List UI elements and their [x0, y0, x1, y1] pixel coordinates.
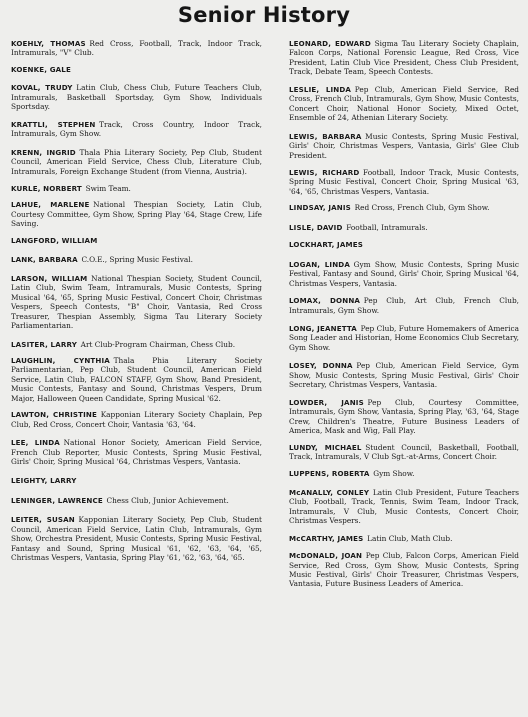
student-name: McDONALD, JOAN [289, 551, 363, 561]
student-entry [11, 496, 262, 505]
student-activities: Kapponian Literary Society Chaplain, Pep Club, Red Cross, Concert Choir, Vantasia '63, '64. [11, 410, 262, 429]
student-entry [289, 168, 519, 196]
student-name: KRENN, INGRID [11, 147, 76, 157]
student-name: LAUGHLIN, CYNTHIA [11, 355, 110, 365]
student-entry [289, 296, 519, 315]
student-activities: Pep Club, American Field Service, Red Cross, French Club, Intramurals, Gym Show, Music Contests, Concert Choir, National Honor Society, Mixed Octet, Ensemble of 24, Athenian Literary Society. [289, 84, 519, 123]
student-activities: Latin Club, Math Club. [367, 533, 453, 543]
student-name: LONG, JEANETTA [289, 323, 357, 333]
student-entry [289, 324, 519, 352]
student-name: LUPPENS, ROBERTA [289, 469, 370, 479]
student-activities: Pep Club, American Field Service, Gym Show, Music Contests, Spring Music Festival, Girls' Choir Secretary, Christmas Vespers, Vantasia. [289, 361, 519, 390]
student-name: KRATTLI, STEPHEN [11, 119, 96, 129]
student-entry [11, 476, 262, 485]
student-entry [11, 515, 262, 562]
student-entry [289, 469, 519, 478]
student-name: McCARTHY, JAMES [289, 533, 364, 543]
student-activities: Latin Club, Chess Club, Future Teachers Club, Intramurals, Basketball Sportsday, Gym Show, Individuals Sportsday. [11, 83, 262, 112]
student-activities: Pep Club, Courtesy Committee, Intramurals, Gym Show, Vantasia, Spring Play, '63, '64, Stage Crew, Children's Theatre, Future Business Leaders of America, Mask and Wig, Fall Play. [289, 397, 519, 436]
student-entry [11, 274, 262, 331]
student-entry [11, 236, 262, 245]
student-name: LUNDY, MICHAEL [289, 442, 362, 452]
student-entry [289, 240, 519, 249]
student-name: LOMAX, DONNA [289, 296, 361, 306]
student-name: LAWTON, CHRISTINE [11, 410, 98, 420]
student-name: LINDSAY, JANIS [289, 203, 351, 213]
student-entry [11, 83, 262, 111]
student-entry [289, 443, 519, 462]
student-activities: Pep Club, Future Homemakers of America Song Leader and Historian, Home Economics Club Secretary, Gym Show. [289, 323, 519, 352]
student-activities: C.O.E., Spring Music Festival. [81, 255, 193, 265]
student-entry [11, 120, 262, 139]
student-entry [11, 184, 262, 193]
student-activities: Thala Phia Literary Society, Pep Club, Student Council, American Field Service, Chess Club, Literature Club, Intramurals, Foreign Exchange Student (from Vienna, Austria). [11, 147, 262, 176]
student-activities: National Thespian Society, Latin Club, Courtesy Committee, Gym Show, Spring Play '64, Stage Crew, Life Saving. [11, 200, 262, 229]
student-name: KURLE, NORBERT [11, 183, 82, 193]
student-entry [289, 551, 519, 589]
student-entry [11, 200, 262, 228]
student-activities: Red Cross, Football, Track, Indoor Track, Intramurals, "V" Club. [11, 39, 262, 58]
student-name: LOWDER, JANIS [289, 397, 364, 407]
student-name: KOENKE, GALE [11, 64, 71, 74]
student-name: LISLE, DAVID [289, 222, 343, 232]
student-name: LENINGER, LAWRENCE [11, 495, 103, 505]
student-activities: Pep Club, Falcon Corps, American Field Service, Red Cross, Gym Show, Music Contests, Spring Music Festival, Girls' Choir Treasurer, Christmas Vespers, Vantasia, Future Business Leaders of America. [289, 551, 519, 589]
student-activities: Swim Team. [85, 183, 131, 193]
student-entry [289, 488, 519, 526]
student-entry [289, 260, 519, 288]
student-activities: Student Council, Basketball, Football, Track, Intramurals, V Club Sgt.-at-Arms, Concert Choir. [289, 442, 520, 461]
student-activities: Kapponian Literary Society, Pep Club, Student Council, American Field Service, Latin Club, Intramurals, Gym Show, Orchestra President, Music Contests, Spring Music Festival, Fantasy and Sound, Spring Musical '61, '62, '63, '64, '65, Christmas Vespers, Vantasia, Spring Play '61, '62, '63, '64, '65. [11, 515, 262, 563]
student-name: LOGAN, LINDA [289, 259, 350, 269]
student-entry [11, 340, 262, 349]
student-entry [11, 356, 262, 403]
student-activities: Track, Cross Country, Indoor Track, Intramurals, Gym Show. [11, 119, 262, 139]
student-name: LANK, BARBARA [11, 255, 78, 265]
student-name: KOEHLY, THOMAS [11, 39, 86, 48]
student-activities: National Thespian Society, Student Council, Latin Club, Swim Team, Intramurals, Music Contests, Spring Musical '64, '65, Spring Music Festival, Concert Choir, Christmas Vespers, Speech Contests, "B" Choir, Vantasia, Red Cross Treasurer, Thespian Assembly, Sigma Tau Literary Society Parliamentarian. [11, 273, 262, 330]
student-entry [11, 438, 262, 466]
student-activities: National Honor Society, American Field Service, French Club Reporter, Music Contests, Spring Music Festival, Girls' Choir, Spring Musical '64, Christmas Vespers, Vantasia. [11, 438, 262, 466]
student-activities: Football, Indoor Track, Music Contests, Spring Music Festival, Concert Choir, Spring Musical '63, '64, '65, Christmas Vespers, Vantasia. [289, 167, 519, 196]
student-name: LEONARD, EDWARD [289, 39, 371, 48]
student-entry [289, 39, 519, 77]
student-name: LEE, LINDA [11, 438, 60, 448]
student-activities: Latin Club President, Future Teachers Club, Football, Track, Tennis, Swim Team, Indoor Track, Intramurals, V Club, Music Contests, Concert Choir, Christmas Vespers. [289, 487, 519, 526]
student-entry [289, 203, 519, 212]
student-name: KOVAL, TRUDY [11, 83, 73, 93]
student-name: LEWIS, RICHARD [289, 167, 360, 177]
student-activities: Pep Club, Art Club, French Club, Intramurals, Gym Show. [289, 296, 519, 315]
student-entry [11, 65, 262, 74]
student-activities: Music Contests, Spring Music Festival, Girls' Choir, Christmas Vespers, Vantasia, Girls' Glee Club President. [289, 131, 519, 160]
student-activities: Art Club-Program Chairman, Chess Club. [80, 340, 236, 350]
student-activities: Football, Intramurals. [346, 222, 428, 232]
right-column [289, 39, 519, 589]
student-name: McANALLY, CONLEY [289, 487, 370, 497]
student-activities: Thala Phia Literary Society Parliamentarian, Pep Club, Student Council, American Field Service, Latin Club, FALCON STAFF, Gym Show, Band President, Music Contests, Fantasy and Sound, Christmas Vespers, Drum Major, Halloween Queen Candidate, Spring Musical '62. [11, 355, 262, 403]
student-name: LANGFORD, WILLIAM [11, 235, 98, 245]
student-activities: Sigma Tau Literary Society Chaplain, Falcon Corps, National Forensic League, Red Cross, Vice President, Latin Club Vice President, Chess Club President, Track, Debate Team, Speech Contests. [289, 39, 519, 77]
student-name: LEITER, SUSAN [11, 515, 75, 525]
student-entry [11, 148, 262, 176]
student-name: LEWIS, BARBARA [289, 131, 362, 141]
student-activities: Gym Show, Music Contests, Spring Music Festival, Fantasy and Sound, Girls' Choir, Spring Musical '64, Christmas Vespers, Vantasia. [289, 259, 519, 288]
student-entry [289, 398, 519, 436]
student-name: LESLIE, LINDA [289, 84, 352, 94]
student-name: LEIGHTY, LARRY [11, 476, 77, 486]
student-entry [289, 132, 519, 160]
student-activities: Red Cross, French Club, Gym Show. [354, 203, 490, 213]
student-name: LOCKHART, JAMES [289, 240, 363, 250]
student-entry [11, 39, 262, 58]
student-name: LARSON, WILLIAM [11, 273, 88, 283]
student-activities: Gym Show. [373, 469, 415, 479]
student-entry [289, 223, 519, 232]
student-name: LAHUE, MARLENE [11, 200, 90, 210]
student-entry [289, 534, 519, 543]
student-entry [289, 85, 519, 123]
page-title: Senior History [177, 3, 351, 27]
student-entry [11, 255, 262, 264]
left-column [11, 39, 262, 563]
student-entry [11, 410, 262, 429]
student-name: LOSEY, DONNA [289, 361, 353, 371]
student-name: LASITER, LARRY [11, 340, 77, 350]
student-activities: Chess Club, Junior Achievement. [106, 495, 229, 505]
student-entry [289, 361, 519, 389]
